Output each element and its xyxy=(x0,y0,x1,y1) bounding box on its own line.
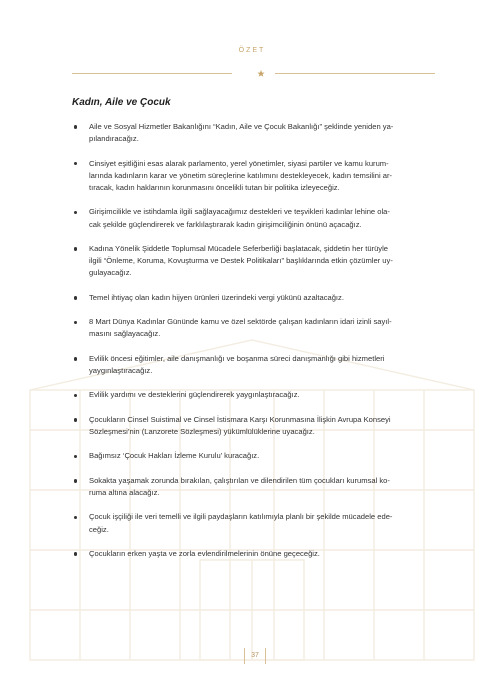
bullet-item xyxy=(72,389,444,401)
header-rule-left xyxy=(72,73,232,74)
bullet-text-line: Evlilik yardımı ve desteklerini güçlendirerek yaygınlaştıracağız. xyxy=(89,390,300,400)
bullet-text-line: cak şekilde güçlendirerek ve farklılaştırarak kadın girişimciliğinin önünü açacağız. xyxy=(89,219,362,229)
page-number: 37 xyxy=(244,648,266,664)
bullet-text-line: ceğiz. xyxy=(89,524,109,534)
bullet-text-line: Sözleşmesi’nin (Lanzorete Sözleşmesi) yükümlülüklerine uyacağız. xyxy=(89,426,315,436)
bullet-item xyxy=(72,414,444,438)
bullet-text-line: Sokakta yaşamak zorunda bırakılan, çalıştırılan ve dilendirilen tüm çocukları kurumsal ko- xyxy=(89,475,390,485)
header-rule-right xyxy=(275,73,435,74)
bullet-text-line: tıracak, kadın haklarının korunmasını öncelikli tutan bir politika izleyeceğiz. xyxy=(89,183,340,192)
bullet-dot-icon xyxy=(74,552,77,555)
bullet-text-line: Cinsiyet eşitliğini esas alarak parlamento, yerel yönetimler, siyasi partiler ve kamu kurum- xyxy=(89,158,389,168)
bullet-dot-icon xyxy=(74,455,77,458)
bullet-item xyxy=(72,548,444,560)
bullet-item xyxy=(72,292,444,304)
bullet-text-line: pılandıracağız. xyxy=(89,134,139,144)
bullet-text-line: Çocukların Cinsel Suistimal ve Cinsel İstismara Karşı Korunmasına İlişkin Avrupa Konseyi xyxy=(89,414,391,424)
bullet-list xyxy=(72,121,444,572)
bullet-text-line: larında kadınların karar ve yönetim süreçlerine katılımını destekleyecek, kadın temsilini ar- xyxy=(89,170,393,180)
bullet-text-line: Temel ihtiyaç olan kadın hijyen ürünleri üzerindeki vergi yükünü azaltacağız. xyxy=(89,292,344,302)
bullet-dot-icon xyxy=(74,394,77,397)
header-title: ÖZET xyxy=(238,47,266,54)
bullet-text-line: Kadına Yönelik Şiddetle Toplumsal Mücadele Seferberliği başlatacak, şiddetin her türüyle xyxy=(89,243,389,253)
bullet-item xyxy=(72,316,444,340)
bullet-dot-icon xyxy=(74,296,77,299)
bullet-text-line: ilgili “Önleme, Koruma, Kovuşturma ve Destek Politikaları” başlıklarında etkin çözümler uy- xyxy=(89,256,393,266)
bullet-text-line: Aile ve Sosyal Hizmetler Bakanlığını “Kadın, Aile ve Çocuk Bakanlığı” şeklinde yeniden ya- xyxy=(89,122,394,131)
bullet-dot-icon xyxy=(74,211,77,214)
bullet-dot-icon xyxy=(74,125,77,128)
bullet-dot-icon xyxy=(74,321,77,324)
bullet-item xyxy=(72,158,444,195)
bullet-text-line: masını sağlayacağız. xyxy=(89,329,161,339)
bullet-text-line: Çocuk işçiliği ile veri temelli ve ilgili paydaşların katılımıyla planlı bir şekilde mücadele ede- xyxy=(89,512,393,522)
bullet-text-line: ruma altına alacağız. xyxy=(89,487,160,497)
bullet-dot-icon xyxy=(74,516,77,519)
bullet-item xyxy=(72,243,444,280)
section-heading: Kadın, Aile ve Çocuk xyxy=(72,97,171,108)
bullet-text-line: 8 Mart Dünya Kadınlar Gününde kamu ve özel sektörde çalışan kadınların idari izinli sayıl- xyxy=(89,317,392,327)
bullet-text-line: Çocukların erken yaşta ve zorla evlendirilmelerinin önüne geçeceğiz. xyxy=(89,548,320,558)
bullet-text-line: Girişimcilikle ve istihdamla ilgili sağlayacağımız destekleri ve teşvikleri kadınlar lehine ola- xyxy=(89,207,390,217)
bullet-dot-icon xyxy=(74,162,77,165)
bullet-item xyxy=(72,353,444,377)
bullet-item xyxy=(72,511,444,535)
bullet-text-line: yaygınlaştıracağız. xyxy=(89,365,153,375)
bullet-item xyxy=(72,450,444,462)
bullet-text-line: Bağımsız ‘Çocuk Hakları İzleme Kurulu’ kuracağız. xyxy=(89,451,260,461)
bullet-text-line: gulayacağız. xyxy=(89,268,132,278)
bullet-item xyxy=(72,475,444,499)
bullet-dot-icon xyxy=(74,479,77,482)
bullet-dot-icon xyxy=(74,247,77,250)
bullet-item xyxy=(72,121,444,145)
bullet-text-line: Evlilik öncesi eğitimler, aile danışmanlığı ve boşanma süreci danışmanlığı gibi hizmetleri xyxy=(89,353,385,363)
crescent-star-icon xyxy=(240,62,268,84)
bullet-dot-icon xyxy=(74,418,77,421)
bullet-dot-icon xyxy=(74,357,77,360)
bullet-item xyxy=(72,206,444,230)
